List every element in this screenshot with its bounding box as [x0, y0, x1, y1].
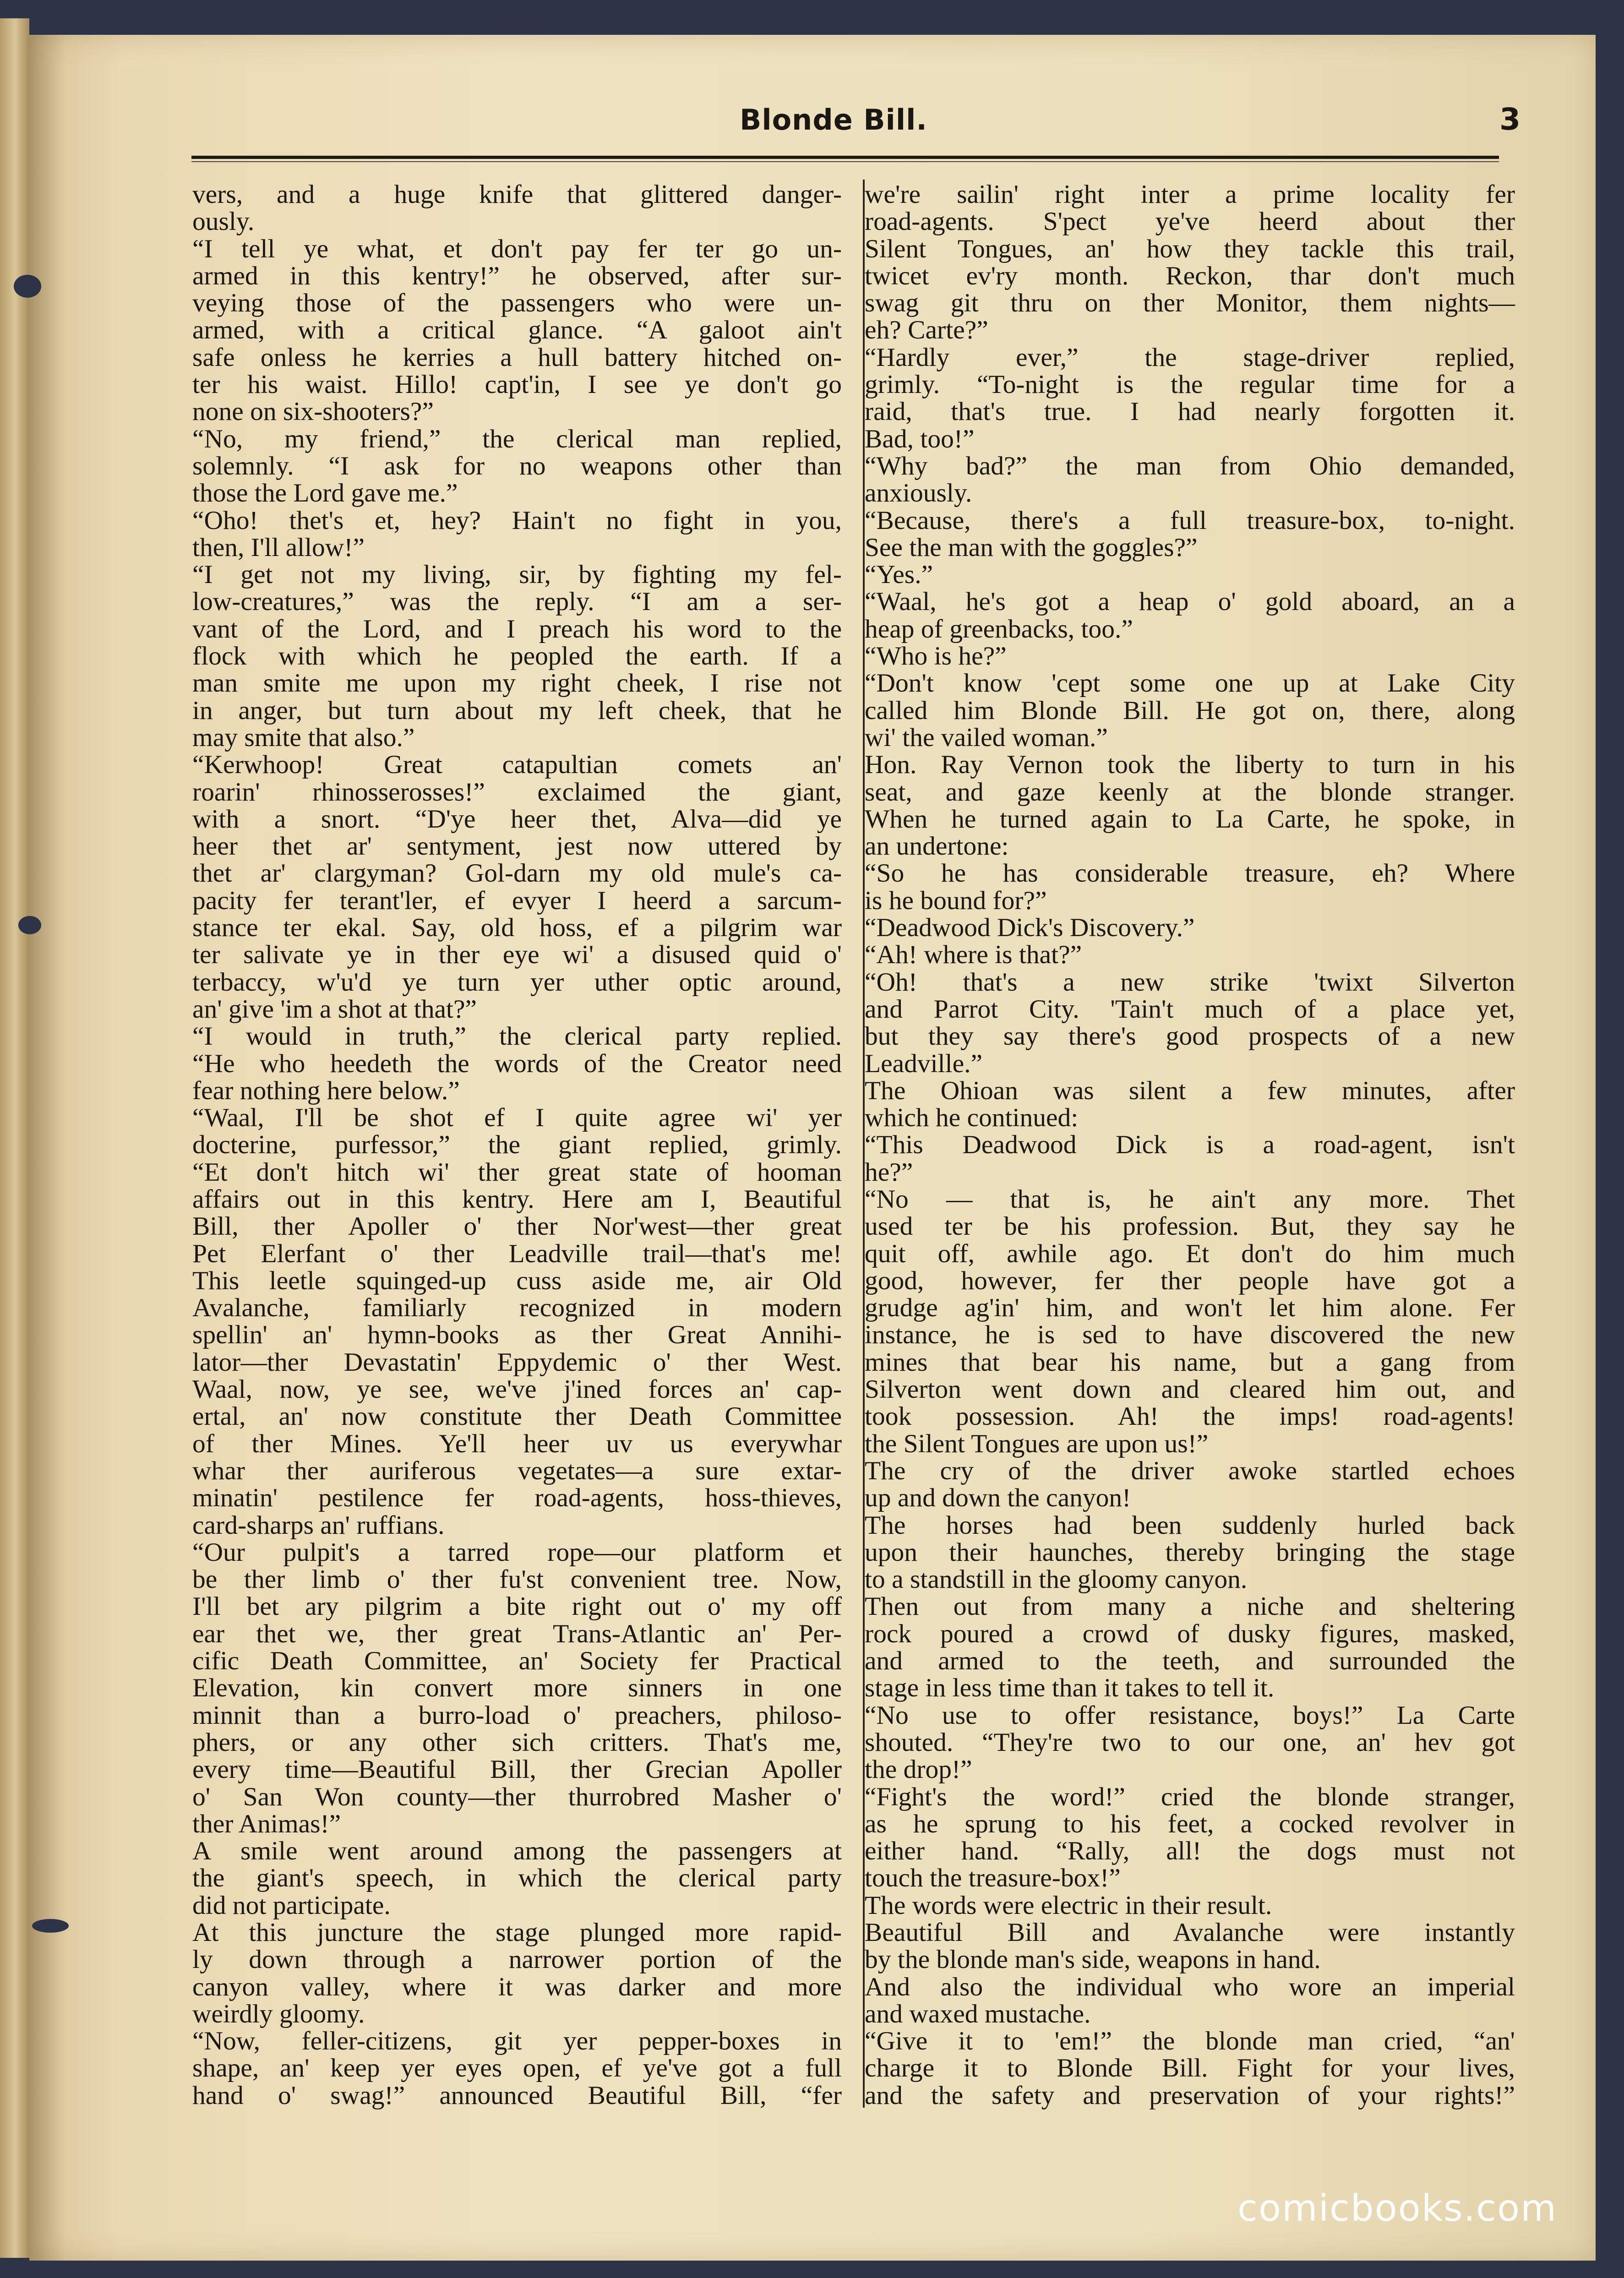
text-line: man smite me upon my right cheek, I rise not: [192, 669, 842, 698]
text-line: twicet ev'ry month. Reckon, thar don't much: [865, 261, 1515, 290]
text-line: shouted. “They're two to our one, an' hev got: [865, 1728, 1515, 1757]
text-line: touch the treasure-box!”: [865, 1864, 1121, 1893]
text-line: “Now, feller-citizens, git yer pepper-boxes in: [192, 2027, 842, 2056]
text-line: seat, and gaze keenly at the blonde stranger.: [865, 777, 1515, 807]
text-line: ther Animas!”: [192, 1809, 341, 1838]
text-line: And also the individual who wore an imperial: [865, 1972, 1515, 2001]
text-line: The cry of the driver awoke startled echoes: [865, 1456, 1515, 1485]
text-line: “Ah! where is that?”: [865, 940, 1082, 970]
text-line: up and down the canyon!: [865, 1483, 1131, 1513]
text-line: A smile went around among the passengers at: [192, 1837, 842, 1866]
text-line: to a standstill in the gloomy canyon.: [865, 1565, 1248, 1594]
text-line: Bill, ther Apoller o' ther Nor'west—ther great: [192, 1212, 842, 1241]
text-line: “So he has considerable treasure, eh? Where: [865, 859, 1515, 888]
text-line: canyon valley, where it was darker and more: [192, 1972, 842, 2001]
text-line: ter salivate ye in ther eye wi' a disused quid o': [192, 940, 842, 970]
text-line: wi' the vailed woman.”: [865, 723, 1108, 752]
text-line: is he bound for?”: [865, 886, 1047, 915]
text-line: “Why bad?” the man from Ohio demanded,: [865, 451, 1515, 480]
text-line: “Waal, I'll be shot ef I quite agree wi' yer: [192, 1103, 842, 1133]
text-line: terbaccy, w'u'd ye turn yer uther optic around,: [192, 967, 842, 997]
text-line: low-creatures,” was the reply. “I am a ser-: [192, 587, 842, 616]
text-line: solemnly. “I ask for no weapons other than: [192, 451, 842, 480]
page-damage: [18, 916, 41, 934]
text-line: used ter be his profession. But, they say he: [865, 1212, 1515, 1241]
text-line: When he turned again to La Carte, he spoke, in: [865, 804, 1515, 834]
text-line: “Et don't hitch wi' ther great state of hooman: [192, 1157, 842, 1187]
text-line: Hon. Ray Vernon took the liberty to turn in his: [865, 750, 1515, 779]
text-line: be ther limb o' ther fu'st convenient tree. Now,: [192, 1565, 842, 1594]
text-line: “Kerwhoop! Great catapultian comets an': [192, 750, 842, 779]
text-line: thet ar' clargyman? Gol-darn my old mule's ca-: [192, 859, 842, 888]
page-damage: [14, 275, 41, 298]
text-line: armed in this kentry!” he observed, after sur-: [192, 261, 842, 290]
text-line: heap of greenbacks, too.”: [865, 614, 1133, 643]
text-line: The words were electric in their result.: [865, 1891, 1272, 1920]
text-line: called him Blonde Bill. He got on, there, along: [865, 696, 1515, 725]
text-line: grudge ag'in' him, and won't let him alone. Fer: [865, 1293, 1515, 1323]
text-line: vers, and a huge knife that glittered danger-: [192, 180, 842, 209]
text-line: affairs out in this kentry. Here am I, Beautiful: [192, 1184, 842, 1214]
text-line: and armed to the teeth, and surrounded the: [865, 1646, 1515, 1676]
text-line: hand o' swag!” announced Beautiful Bill, “fer: [192, 2081, 842, 2110]
text-line: safe onless he kerries a hull battery hitched on-: [192, 343, 842, 372]
running-header-title: Blonde Bill.: [740, 103, 927, 136]
text-line: At this juncture the stage plunged more rapid-: [192, 1918, 842, 1947]
text-line: I'll bet ary pilgrim a bite right out o' my off: [192, 1592, 842, 1621]
text-line: Beautiful Bill and Avalanche were instantly: [865, 1918, 1515, 1947]
text-line: anxiously.: [865, 479, 972, 508]
text-line: ear thet we, ther great Trans-Atlantic an' Per-: [192, 1619, 842, 1648]
text-line: but they say there's good prospects of a new: [865, 1022, 1515, 1051]
text-line: whar ther auriferous vegetates—a sure extar-: [192, 1456, 842, 1485]
text-line: and the safety and preservation of your rights!”: [865, 2081, 1515, 2110]
text-line: armed, with a critical glance. “A galoot ain't: [192, 316, 842, 345]
text-line: o' San Won county—ther thurrobred Masher o': [192, 1782, 842, 1811]
page-damage: [32, 1919, 69, 1933]
text-line: which he continued:: [865, 1103, 1079, 1133]
text-line: “No — that is, he ain't any more. Thet: [865, 1184, 1515, 1214]
text-line: Avalanche, familiarly recognized in modern: [192, 1293, 842, 1323]
text-line: “Don't know 'cept some one up at Lake City: [865, 669, 1515, 698]
text-line: we're sailin' right inter a prime locality fer: [865, 180, 1515, 209]
text-line: the giant's speech, in which the clerical party: [192, 1864, 842, 1893]
text-line: “Give it to 'em!” the blonde man cried, “an': [865, 2027, 1515, 2056]
text-line: “He who heedeth the words of the Creator need: [192, 1049, 842, 1078]
text-line: “Fight's the word!” cried the blonde stranger,: [865, 1782, 1515, 1811]
text-line: and Parrot City. 'Tain't much of a place yet,: [865, 994, 1515, 1024]
text-line: raid, that's true. I had nearly forgotten it.: [865, 397, 1515, 426]
text-line: stance ter ekal. Say, old hoss, ef a pilgrim war: [192, 913, 842, 943]
text-column-left: [192, 181, 842, 2109]
text-line: good, however, fer ther people have got a: [865, 1266, 1515, 1295]
text-line: “No, my friend,” the clerical man replied,: [192, 424, 842, 453]
text-line: vant of the Lord, and I preach his word to the: [192, 614, 842, 643]
text-line: instance, he is sed to have discovered the new: [865, 1320, 1515, 1350]
watermark: comicbooks.com: [1237, 2187, 1557, 2229]
text-line: veying those of the passengers who were un-: [192, 289, 842, 318]
text-line: Pet Elerfant o' ther Leadville trail—that's me!: [192, 1239, 842, 1268]
text-line: grimly. “To-night is the regular time for a: [865, 370, 1515, 399]
text-line: ously.: [192, 207, 255, 236]
text-line: Silverton went down and cleared him out, and: [865, 1375, 1515, 1404]
text-line: minatin' pestilence fer road-agents, hoss-thieves,: [192, 1483, 842, 1513]
text-line: by the blonde man's side, weapons in hand.: [865, 1945, 1321, 1974]
text-line: none on six-shooters?”: [192, 397, 434, 426]
text-line: then, I'll allow!”: [192, 533, 365, 562]
header-rule: [191, 156, 1499, 159]
text-line: This leetle squinged-up cuss aside me, air Old: [192, 1266, 842, 1295]
text-line: charge it to Blonde Bill. Fight for your lives,: [865, 2054, 1515, 2083]
text-line: flock with which he peopled the earth. If a: [192, 642, 842, 671]
text-line: pacity fer terant'ler, ef evyer I heerd a sarcum-: [192, 886, 842, 915]
text-line: card-sharps an' ruffians.: [192, 1510, 445, 1540]
text-line: “Yes.”: [865, 560, 933, 589]
text-line: upon their haunches, thereby bringing the stage: [865, 1537, 1515, 1567]
text-line: Silent Tongues, an' how they tackle this trail,: [865, 234, 1515, 263]
text-line: See the man with the goggles?”: [865, 533, 1198, 562]
text-line: docterine, purfessor,” the giant replied, grimly.: [192, 1130, 842, 1160]
text-line: stage in less time than it takes to tell it.: [865, 1673, 1275, 1703]
text-line: took possession. Ah! the imps! road-agents!: [865, 1402, 1515, 1431]
text-line: “I get not my living, sir, by fighting my fel-: [192, 560, 842, 589]
text-line: may smite that also.”: [192, 723, 415, 752]
text-line: those the Lord gave me.”: [192, 479, 458, 508]
text-line: quit off, awhile ago. Et don't do him much: [865, 1239, 1515, 1268]
text-line: with a snort. “D'ye heer thet, Alva—did ye: [192, 804, 842, 834]
text-line: Waal, now, ye see, we've j'ined forces an' cap-: [192, 1375, 842, 1404]
text-line: “I tell ye what, et don't pay fer ter go un-: [192, 234, 842, 263]
text-line: spellin' an' hymn-books as ther Great Annihi-: [192, 1320, 842, 1350]
text-line: mines that bear his name, but a gang from: [865, 1347, 1515, 1377]
text-line: ter his waist. Hillo! capt'in, I see ye don't go: [192, 370, 842, 399]
text-line: “Our pulpit's a tarred rope—our platform et: [192, 1537, 842, 1567]
text-line: Elevation, kin convert more sinners in one: [192, 1673, 842, 1703]
text-line: an undertone:: [865, 832, 1009, 861]
text-line: did not participate.: [192, 1891, 391, 1920]
text-line: heer thet ar' sentyment, jest now uttered by: [192, 832, 842, 861]
previous-page-edge: [0, 18, 29, 2258]
header-rule-thin: [191, 161, 1499, 162]
text-line: the Silent Tongues are upon us!”: [865, 1429, 1209, 1458]
text-line: ly down through a narrower portion of the: [192, 1945, 842, 1974]
text-line: Leadville.”: [865, 1049, 983, 1078]
text-line: “No use to offer resistance, boys!” La Carte: [865, 1700, 1515, 1730]
text-line: as he sprung to his feet, a cocked revolver in: [865, 1809, 1515, 1838]
text-line: lator—ther Devastatin' Eppydemic o' ther West.: [192, 1347, 842, 1377]
text-line: shape, an' keep yer eyes open, ef ye've got a full: [192, 2054, 842, 2083]
text-line: “Who is he?”: [865, 642, 1007, 671]
text-column-right: [865, 181, 1515, 2109]
text-line: cific Death Committee, an' Society fer Practical: [192, 1646, 842, 1676]
text-line: ertal, an' now constitute ther Death Committee: [192, 1402, 842, 1431]
text-line: and waxed mustache.: [865, 1999, 1091, 2028]
text-line: he?”: [865, 1157, 913, 1187]
text-line: either hand. “Rally, all! the dogs must not: [865, 1837, 1515, 1866]
text-line: Then out from many a niche and sheltering: [865, 1592, 1515, 1621]
text-line: swag git thru on ther Monitor, them nights—: [865, 289, 1515, 318]
text-line: the drop!”: [865, 1755, 972, 1784]
text-line: Bad, too!”: [865, 424, 975, 453]
text-line: weirdly gloomy.: [192, 1999, 365, 2028]
text-line: The Ohioan was silent a few minutes, after: [865, 1076, 1515, 1105]
text-line: phers, or any other sich critters. That's me,: [192, 1728, 842, 1757]
text-line: “This Deadwood Dick is a road-agent, isn't: [865, 1130, 1515, 1160]
text-line: rock poured a crowd of dusky figures, masked,: [865, 1619, 1515, 1648]
text-line: “Hardly ever,” the stage-driver replied,: [865, 343, 1515, 372]
text-line: of ther Mines. Ye'll heer uv us everywhar: [192, 1429, 842, 1458]
text-line: every time—Beautiful Bill, ther Grecian Apoller: [192, 1755, 842, 1784]
text-line: “Oho! thet's et, hey? Hain't no fight in you,: [192, 506, 842, 535]
text-line: eh? Carte?”: [865, 316, 988, 345]
text-line: road-agents. S'pect ye've heerd about ther: [865, 207, 1515, 236]
text-line: roarin' rhinosserosses!” exclaimed the giant,: [192, 777, 842, 807]
text-line: minnit than a burro-load o' preachers, philoso-: [192, 1700, 842, 1730]
text-line: “I would in truth,” the clerical party replied.: [192, 1022, 842, 1051]
page-number: 3: [1499, 102, 1520, 137]
text-line: “Oh! that's a new strike 'twixt Silverton: [865, 967, 1515, 997]
text-line: fear nothing here below.”: [192, 1076, 460, 1105]
text-line: an' give 'im a shot at that?”: [192, 994, 477, 1024]
text-line: The horses had been suddenly hurled back: [865, 1510, 1515, 1540]
text-line: “Waal, he's got a heap o' gold aboard, an a: [865, 587, 1515, 616]
text-line: “Because, there's a full treasure-box, to-night.: [865, 506, 1515, 535]
text-line: “Deadwood Dick's Discovery.”: [865, 913, 1195, 943]
text-line: in anger, but turn about my left cheek, that he: [192, 696, 842, 725]
